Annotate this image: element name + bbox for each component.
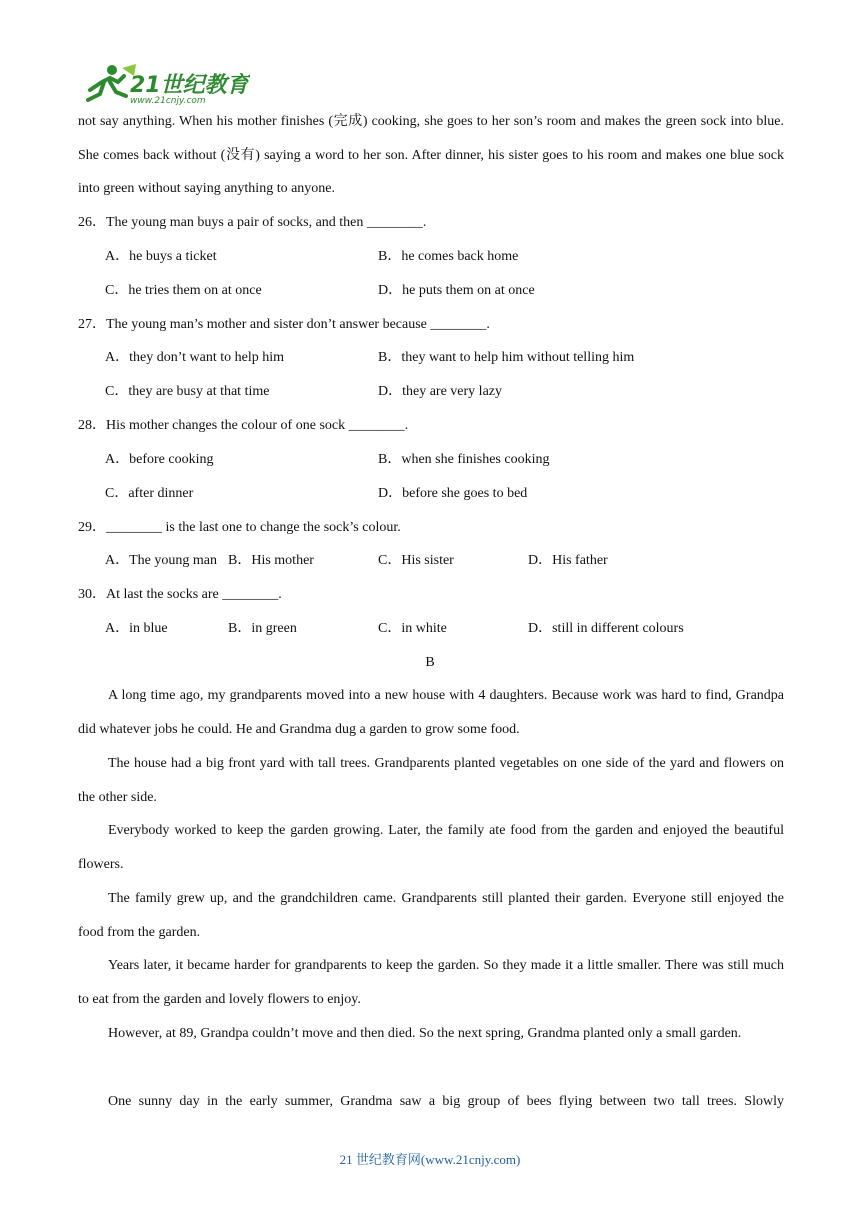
question-29: 29．________ is the last one to change the sock’s colour. [78,520,401,535]
question-27: 27．The young man’s mother and sister don’t answer because ________. [78,317,490,332]
option-30b: B．in green [228,621,297,636]
option-26c: C．he tries them on at once [105,283,262,298]
option-29c: C．His sister [378,553,454,568]
section-b-label: B [425,655,435,670]
page-footer: 21 世纪教育网(www.21cnjy.com) [339,1152,521,1167]
option-28b: B．when she finishes cooking [378,452,550,467]
passage-b-para-2: The house had a big front yard with tall trees. Grandparents planted vegetables on one side of the yard and flowers on the other side. [78,756,784,805]
option-29d: D．His father [528,553,608,568]
option-27b: B．they want to help him without telling him [378,350,635,365]
option-30d: D．still in different colours [528,621,684,636]
passage-b-para-4: The family grew up, and the grandchildren came. Grandparents still planted their garden. Everyone still enjoyed the food from the garden. [78,891,784,940]
question-30: 30．At last the socks are ________. [78,587,282,602]
option-27a: A．they don’t want to help him [105,350,284,365]
option-27d: D．they are very lazy [378,384,502,399]
option-26a: A．he buys a ticket [105,249,217,264]
site-logo [80,60,250,106]
passage-b-para-5: Years later, it became harder for grandparents to keep the garden. So they made it a little smaller. There was still much to eat from the garden and lovely flowers to enjoy. [78,958,784,1007]
option-28d: D．before she goes to bed [378,486,528,501]
logo-text: 21世纪教育 [130,73,249,98]
passage-b-para-3: Everybody worked to keep the garden growing. Later, the family ate food from the garden and enjoyed the beautiful flowers. [78,823,784,872]
question-28: 28．His mother changes the colour of one sock ________. [78,418,409,433]
option-30c: C．in white [378,621,447,636]
option-29b: B．His mother [228,553,314,568]
option-26d: D．he puts them on at once [378,283,535,298]
passage-a-tail: not say anything. When his mother finishes (完成) cooking, she goes to her son’s room and makes the green sock into blue. She comes back without (没有) saying a word to her son. After dinner, his sister goes to his room and makes one blue sock into green without saying anything to anyone. [78,114,784,197]
option-28a: A．before cooking [105,452,214,467]
passage-b-para-7: One sunny day in the early summer, Grandma saw a big group of bees flying between two tall trees. Slowly [108,1094,784,1109]
option-27c: C．they are busy at that time [105,384,270,399]
option-29a: A．The young man [105,553,217,568]
option-26b: B．he comes back home [378,249,519,264]
passage-b-para-1: A long time ago, my grandparents moved into a new house with 4 daughters. Because work was hard to find, Grandpa did whatever jobs he could. He and Grandma dug a garden to grow some food. [78,688,784,737]
runner-icon [80,60,250,106]
question-26: 26．The young man buys a pair of socks, and then ________. [78,215,427,230]
option-30a: A．in blue [105,621,168,636]
option-28c: C．after dinner [105,486,194,501]
passage-b-para-6: However, at 89, Grandpa couldn’t move and then died. So the next spring, Grandma planted only a small garden. [108,1026,742,1041]
logo-url: www.21cnjy.com [130,96,206,106]
